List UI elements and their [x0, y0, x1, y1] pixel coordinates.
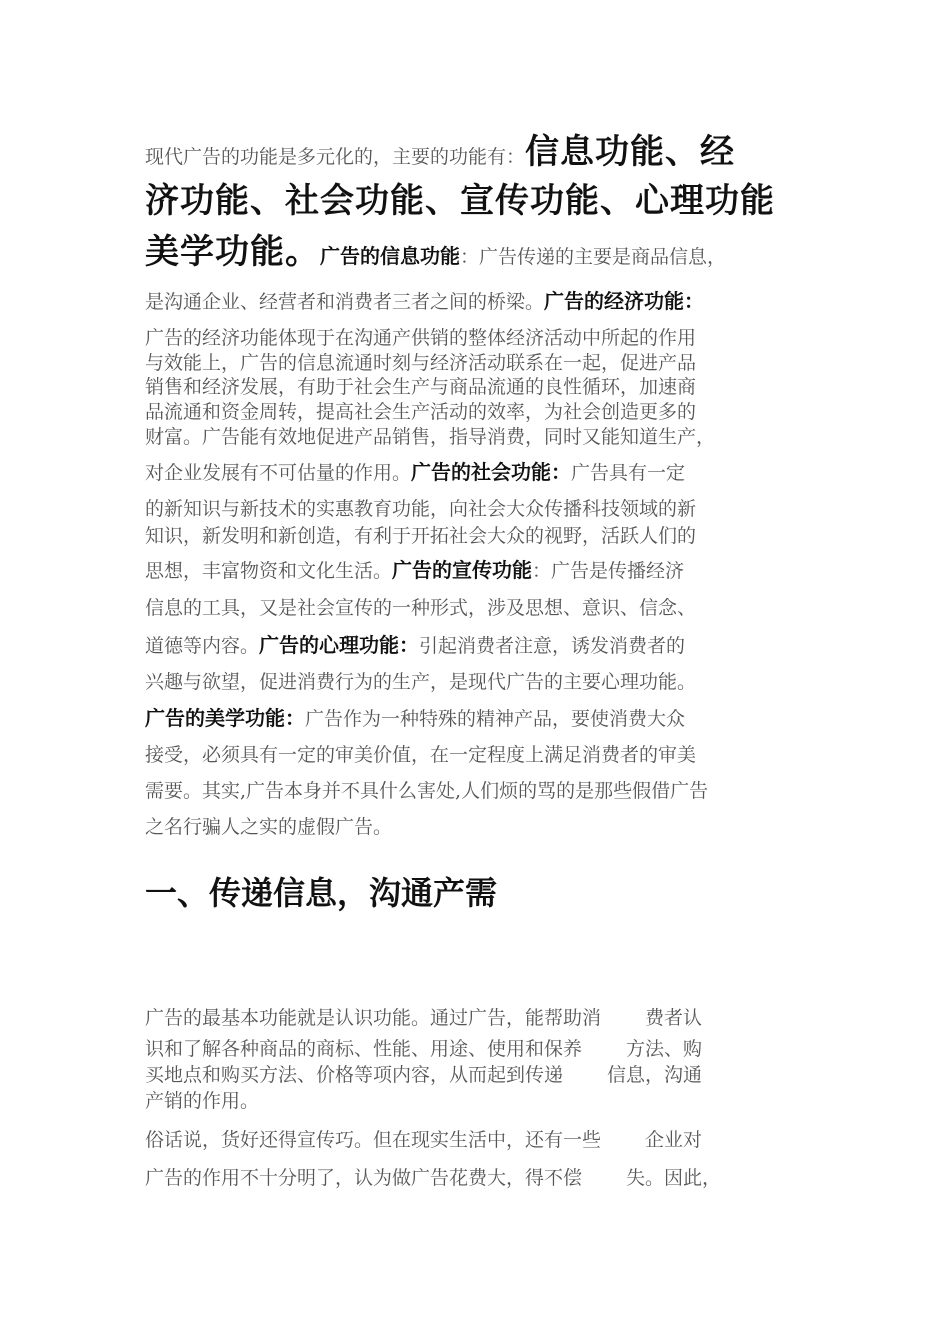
aesthetic-text-1: 广告作为一种特殊的精神产品，要使消费大众	[305, 708, 686, 730]
info-function-text: 广告传递的主要是商品信息，	[479, 246, 727, 268]
section-paragraph-1: 广告的最基本功能就是认识功能。通过广告，能帮助消 费者认 识和了解各种商品的商标、性能、用途、使用和保养 方法、购 买地点和购买方法、价格等项内容，从而起到传递 信息，沟通 产销的作用。	[145, 1007, 703, 1112]
social-text-3: 知识，新发明和新创造，有利于开拓社会大众的视野，活跃人们的	[145, 525, 697, 547]
econ-line-1: 广告的经济功能体现于在沟通产供销的整体经济活动中所起的作用	[145, 327, 697, 349]
promo-text-2: 信息的工具，又是社会宣传的一种形式，涉及思想、意识、信念、	[145, 597, 697, 619]
intro-big-line-3: 美学功能。	[145, 232, 320, 272]
intro-paragraph: 现代广告的功能是多元化的，主要的功能有：信息功能、经 济功能、社会功能、宣传功能、心理功能 美学功能。广告的信息功能：广告传递的主要是商品信息， 是沟通企业、经营者和消费者三者之间的桥梁。广告的经济功能：	[145, 132, 775, 313]
info-function-text-2: 是沟通企业、经营者和消费者三者之间的桥梁。	[145, 291, 545, 313]
aesthetic-text-4: 之名行骗人之实的虚假广告。	[145, 816, 393, 838]
social-text-4: 思想，丰富物资和文化生活。	[145, 560, 393, 582]
econ-line-3: 销售和经济发展，有助于社会生产与商品流通的良性循环，加速商	[145, 376, 697, 398]
econ-tail: 对企业发展有不可估量的作用。	[145, 462, 412, 484]
intro-big-line-1: 信息功能、经	[525, 132, 736, 172]
promo-function-label: 广告的宣传功能	[392, 558, 533, 582]
econ-line-5: 财富。广告能有效地促进产品销售，指导消费，同时又能知道生产，	[145, 426, 716, 448]
social-function-block: 的新知识与新技术的实惠教育功能，向社会大众传播科技领域的新 知识，新发明和新创造，有利于开拓社会大众的视野，活跃人们的 思想，丰富物资和文化生活。广告的宣传功能：广告是传播经济 信息的工具，又是社会宣传的一种形式，涉及思想、意识、信念、 道德等内容。广告的心理功能：引起消费者注意，诱发消费者的 兴趣与欲望，促进消费行为的生产，是现代广告的主要心理功能。 广告的美学功能：广告作为一种特殊的精神产品，要使消费大众 接受，必须具有一定的审美价值，在一定程度上满足消费者的审美 需要。其实,广告本身并不具什么害处,人们烦的骂的是那些假借广告 之名行骗人之实的虚假广告。	[145, 496, 820, 845]
econ-function-block	[145, 326, 820, 494]
section-heading: 一、传递信息，沟通产需	[145, 874, 498, 912]
info-function-label: 广告的信息功能	[320, 244, 460, 268]
intro-lead: 现代广告的功能是多元化的，主要的功能有：	[145, 146, 526, 168]
social-text-2: 的新知识与新技术的实惠教育功能，向社会大众传播科技领域的新	[145, 498, 697, 520]
social-text-1: 广告具有一定	[571, 462, 686, 484]
aesthetic-text-2: 接受，必须具有一定的审美价值，在一定程度上满足消费者的审美	[145, 744, 697, 766]
document-page	[145, 128, 820, 1198]
psych-text-1: 引起消费者注意，诱发消费者的	[419, 635, 686, 657]
section-paragraph-2: 俗话说，货好还得宣传巧。但在现实生活中，还有一些 企业对 广告的作用不十分明了，认为做广告花费大，得不偿 失。因此，	[145, 1129, 722, 1189]
aesthetic-function-label: 广告的美学功能：	[145, 706, 305, 730]
social-function-label: 广告的社会功能：	[411, 460, 572, 484]
promo-text-3: 道德等内容。	[145, 635, 260, 657]
econ-function-label: 广告的经济功能：	[544, 289, 705, 313]
intro-big-line-2: 济功能、社会功能、宣传功能、心理功能	[145, 181, 775, 221]
econ-line-4: 品流通和资金周转，提高社会生产活动的效率，为社会创造更多的	[145, 400, 697, 423]
psych-function-label: 广告的心理功能：	[259, 633, 420, 657]
psych-text-2: 兴趣与欲望，促进消费行为的生产，是现代广告的主要心理功能。	[145, 671, 697, 693]
econ-line-2: 与效能上，广告的信息流通时刻与经济活动联系在一起，促进产品	[145, 351, 697, 374]
promo-text-1: 广告是传播经济	[551, 560, 685, 582]
aesthetic-text-3: 需要。其实,广告本身并不具什么害处,人们烦的骂的是那些假借广告	[145, 780, 709, 802]
